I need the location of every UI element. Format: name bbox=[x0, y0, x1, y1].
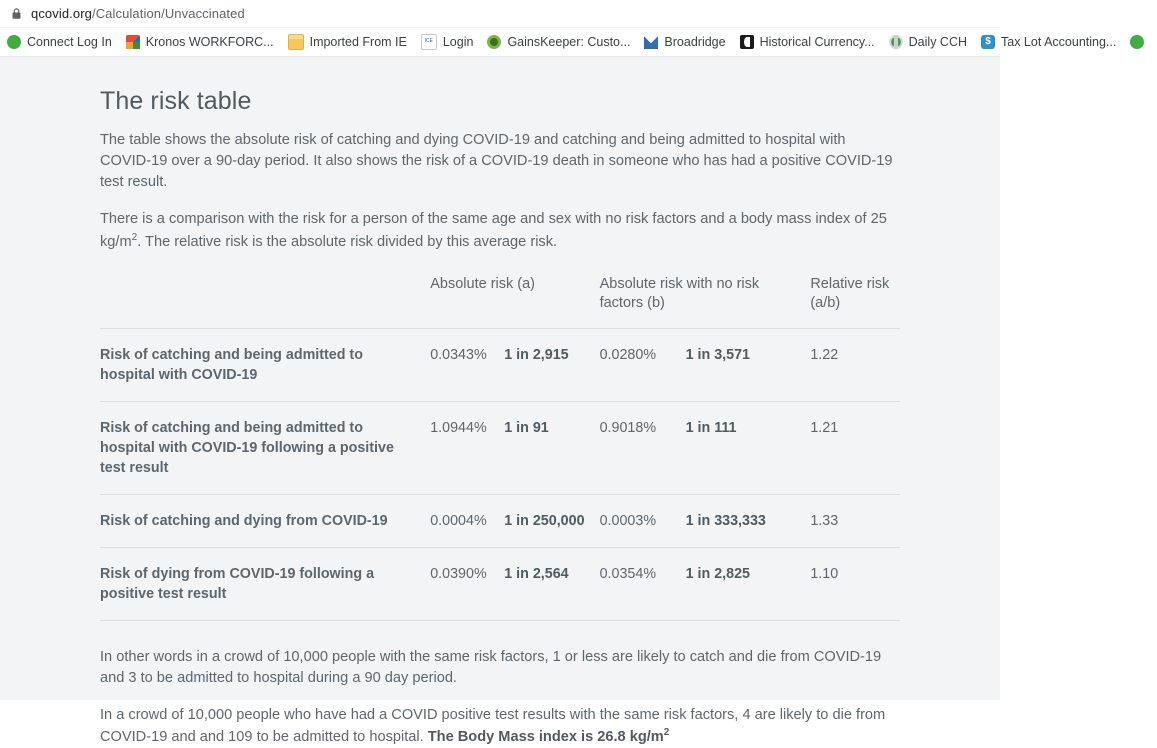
row-label: Risk of catching and dying from COVID-19 bbox=[100, 494, 430, 547]
bookmark-tax-lot-accounting[interactable] bbox=[974, 31, 1123, 53]
cell-relative-risk: 1.33 bbox=[810, 494, 900, 547]
no-risk-factor-values bbox=[600, 418, 801, 438]
absolute-risk-one-in: 1 in 91 bbox=[504, 419, 549, 436]
cell-absolute-risk bbox=[430, 401, 599, 494]
cell-relative-risk: 1.21 bbox=[810, 401, 900, 494]
risk-table bbox=[100, 269, 900, 621]
page-viewport bbox=[0, 57, 1000, 746]
footnote-paragraph-2 bbox=[100, 705, 895, 748]
table-row bbox=[100, 547, 900, 620]
bmi-statement: The Body Mass index is 26.8 kg/m bbox=[427, 729, 664, 746]
table-header-row bbox=[100, 269, 900, 329]
column-header-risk-label bbox=[100, 269, 430, 329]
bookmark-daily-cch[interactable] bbox=[882, 31, 974, 53]
ice-favicon-icon: ICE bbox=[421, 34, 437, 50]
bookmark-label: Kronos WORKFORC... bbox=[145, 35, 274, 49]
cell-relative-risk: 1.10 bbox=[810, 547, 900, 620]
footnotes bbox=[100, 647, 900, 748]
risk-table-body bbox=[100, 328, 900, 620]
absolute-risk-values bbox=[430, 511, 589, 531]
bookmark-label: Connect Log In bbox=[27, 35, 112, 49]
absolute-risk-one-in: 1 in 2,915 bbox=[504, 346, 569, 363]
address-bar[interactable] bbox=[0, 0, 1000, 27]
column-header-relative-risk: Relative risk (a/b) bbox=[810, 269, 900, 329]
no-risk-factor-percent: 0.0354% bbox=[599, 565, 657, 582]
cell-relative-risk: 1.22 bbox=[810, 328, 900, 401]
bookmark-label: Daily CCH bbox=[908, 35, 967, 49]
no-risk-factor-one-in: 1 in 111 bbox=[685, 419, 737, 436]
page-content bbox=[100, 57, 900, 748]
no-risk-factor-one-in: 1 in 3,571 bbox=[685, 346, 750, 363]
url-domain: qcovid.org bbox=[31, 6, 92, 21]
intro-paragraph-2-part-a: There is a comparison with the risk for a person of the same age and sex with no risk factors and a body mass index of 25 kg/m bbox=[100, 211, 887, 250]
folder-icon bbox=[288, 34, 304, 50]
bookmark-historical-currency[interactable] bbox=[733, 31, 882, 53]
absolute-risk-values bbox=[430, 564, 589, 584]
no-risk-factor-percent: 0.9018% bbox=[599, 419, 657, 436]
address-bar-url bbox=[31, 6, 245, 21]
table-row bbox=[100, 401, 900, 494]
footnote-paragraph-1: In other words in a crowd of 10,000 people with the same risk factors, 1 or less are likely to catch and die from COVID-19 and 3 to be admitted to hospital during a 90 day period. bbox=[100, 648, 882, 687]
cell-absolute-risk-no-risk-factors bbox=[600, 494, 811, 547]
bookmark-label: Tax Lot Accounting... bbox=[1001, 35, 1117, 49]
no-risk-factor-values bbox=[600, 345, 801, 365]
absolute-risk-one-in: 1 in 2,564 bbox=[504, 565, 569, 582]
bookmark-kronos-workforce[interactable] bbox=[119, 31, 281, 53]
bookmark-label: Historical Currency... bbox=[759, 35, 875, 49]
broadridge-favicon-icon bbox=[644, 35, 658, 49]
bookmarks-bar bbox=[0, 27, 1117, 56]
absolute-risk-percent: 0.0343% bbox=[430, 346, 487, 363]
intro-paragraph-1: The table shows the absolute risk of catching and dying COVID-19 and catching and being admitted to hospital with COVID-19 over a 90-day period. It also shows the risk of a COVID-19 death in someone who has had a positive COVID-19 test result. bbox=[100, 132, 893, 191]
cell-absolute-risk bbox=[430, 494, 599, 547]
historical-currency-favicon-icon bbox=[740, 35, 754, 49]
bookmark-login[interactable] bbox=[414, 31, 481, 53]
cell-absolute-risk-no-risk-factors bbox=[600, 547, 811, 620]
intro-paragraph-2-superscript: 2 bbox=[131, 231, 138, 243]
column-header-absolute-risk: Absolute risk (a) bbox=[430, 269, 599, 329]
intro-paragraph-2-part-b: . The relative risk is the absolute risk divided by this average risk. bbox=[137, 233, 558, 250]
bookmark-gainskeeper[interactable] bbox=[480, 31, 637, 53]
cell-absolute-risk-no-risk-factors bbox=[600, 401, 811, 494]
no-risk-factor-percent: 0.0003% bbox=[599, 512, 657, 529]
no-risk-factor-one-in: 1 in 2,825 bbox=[685, 565, 750, 582]
table-row bbox=[100, 494, 900, 547]
green-favicon-icon bbox=[1130, 35, 1144, 49]
no-risk-factor-values bbox=[600, 564, 801, 584]
cell-absolute-risk bbox=[430, 547, 599, 620]
no-risk-factor-percent: 0.0280% bbox=[599, 346, 657, 363]
kronos-favicon-icon bbox=[126, 35, 140, 49]
lock-icon bbox=[10, 7, 23, 20]
daily-cch-favicon-icon bbox=[889, 35, 903, 49]
row-label: Risk of catching and being admitted to hospital with COVID-19 bbox=[100, 328, 430, 401]
table-row bbox=[100, 328, 900, 401]
absolute-risk-one-in: 1 in 250,000 bbox=[504, 512, 585, 529]
bookmark-broadridge[interactable] bbox=[637, 31, 732, 53]
bookmark-connect-log-in[interactable] bbox=[0, 31, 119, 53]
url-path: /Calculation/Unvaccinated bbox=[91, 6, 245, 21]
bookmark-label: Imported From IE bbox=[309, 35, 407, 49]
no-risk-factor-values bbox=[600, 511, 801, 531]
absolute-risk-percent: 0.0390% bbox=[430, 565, 487, 582]
intro-paragraph-2 bbox=[100, 209, 895, 252]
bookmark-imported-from-ie[interactable] bbox=[281, 31, 414, 53]
row-label: Risk of catching and being admitted to hospital with COVID-19 following a positive test result bbox=[100, 401, 430, 494]
absolute-risk-percent: 0.0004% bbox=[430, 512, 487, 529]
absolute-risk-values bbox=[430, 345, 589, 365]
generic-favicon-icon bbox=[7, 35, 21, 49]
absolute-risk-percent: 1.0944% bbox=[430, 419, 487, 436]
bookmark-label: Broadridge bbox=[664, 35, 726, 49]
bookmark-label: Login bbox=[442, 35, 474, 49]
absolute-risk-values bbox=[430, 418, 589, 438]
bmi-statement-superscript: 2 bbox=[663, 727, 670, 739]
no-risk-factor-one-in: 1 in 333,333 bbox=[685, 512, 766, 529]
page-title: The risk table bbox=[100, 87, 252, 115]
risk-table-head bbox=[100, 269, 900, 329]
bookmark-label: GainsKeeper: Custo... bbox=[507, 35, 631, 49]
cell-absolute-risk-no-risk-factors bbox=[600, 328, 811, 401]
column-header-absolute-risk-no-risk-factors: Absolute risk with no risk factors (b) bbox=[600, 269, 811, 329]
row-label: Risk of dying from COVID-19 following a positive test result bbox=[100, 547, 430, 620]
tax-lot-favicon-icon: $ bbox=[981, 35, 995, 49]
cell-absolute-risk bbox=[430, 328, 599, 401]
gainskeeper-favicon-icon bbox=[487, 35, 501, 49]
footnote-paragraph-2-part-a: In a crowd of 10,000 people who have had a COVID positive test results with the same risk factors, 4 are likely to die from COVID-19 and and 109 to be admitted to hospital. bbox=[100, 707, 886, 746]
browser-chrome bbox=[0, 0, 1117, 57]
bookmark-overflow[interactable] bbox=[1123, 31, 1157, 53]
